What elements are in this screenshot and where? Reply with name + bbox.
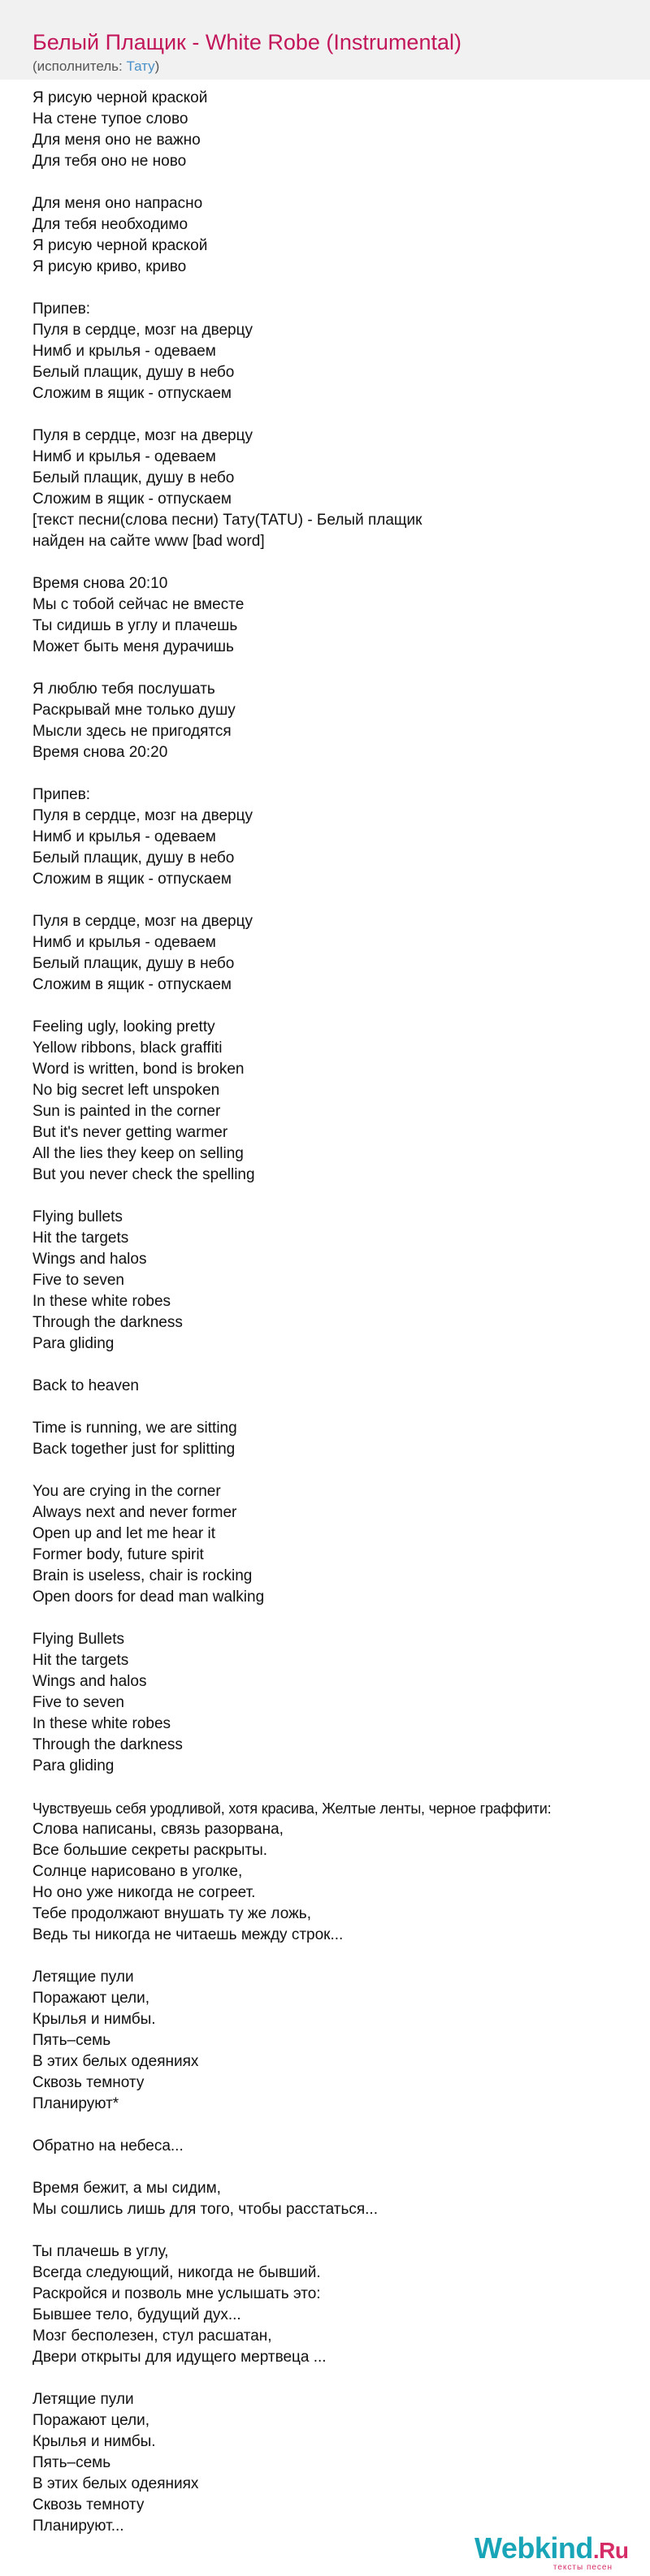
lyric-line: Нимб и крылья - одеваем (32, 343, 216, 360)
lyric-line: Бывшее тело, будущий дух... (32, 2306, 241, 2323)
lyric-line: Brain is useless, chair is rocking (32, 1567, 253, 1584)
lyric-blank-line (32, 278, 634, 299)
lyric-blank-line (32, 1460, 634, 1481)
lyric-line: Припев: (32, 786, 91, 803)
lyric-line: Я рисую черной краской (32, 237, 208, 254)
lyric-line: Белый плащик, душу в небо (32, 469, 235, 486)
lyric-line: Flying bullets (32, 1208, 123, 1225)
lyric-line: In these white robes (32, 1293, 171, 1310)
lyric-blank-line (32, 1186, 634, 1207)
lyric-line: Ты плачешь в углу, (32, 2243, 169, 2260)
lyric-blank-line (32, 552, 634, 573)
artist-line (32, 58, 159, 75)
lyric-line: Я рисую криво, криво (32, 258, 187, 275)
logo-subtitle: тексты песен (552, 2563, 613, 2572)
lyric-line: Hit the targets (32, 1230, 129, 1247)
lyric-line: Крылья и нимбы. (32, 2433, 156, 2450)
lyric-line: Но оно уже никогда не согреет. (32, 1884, 256, 1901)
lyric-line: Sun is painted in the corner (32, 1103, 221, 1120)
lyric-line: Припев: (32, 300, 91, 318)
lyric-blank-line (32, 763, 634, 784)
lyric-line: Летящие пули (32, 1969, 134, 1986)
lyric-line: найден на сайте www [bad word] (32, 533, 265, 550)
lyric-line: Для меня оно напрасно (32, 195, 203, 212)
lyric-line: Flying Bullets (32, 1631, 124, 1648)
lyric-line: Yellow ribbons, black graffiti (32, 1039, 223, 1057)
lyric-line: Time is running, we are sitting (32, 1420, 237, 1437)
lyric-line: Для тебя необходимо (32, 216, 188, 233)
lyric-line: Время бежит, а мы сидим, (32, 2180, 221, 2197)
lyric-line: Сквозь темноту (32, 2074, 145, 2091)
lyric-line: Я рисую черной краской (32, 89, 208, 106)
lyric-line: Through the darkness (32, 1736, 183, 1753)
lyric-line: Раскрывай мне только душу (32, 702, 236, 719)
lyric-line: Все большие секреты раскрыты. (32, 1842, 268, 1859)
lyric-line: Open doors for dead man walking (32, 1588, 265, 1606)
lyric-line: Всегда следующий, никогда не бывший. (32, 2264, 321, 2281)
lyric-line: Wings and halos (32, 1673, 147, 1690)
lyric-line: Пуля в сердце, мозг на дверцу (32, 913, 254, 930)
lyric-line: Планируют* (32, 2095, 119, 2112)
webkind-logo[interactable] (474, 2532, 637, 2570)
lyric-line: Обратно на небеса... (32, 2137, 184, 2155)
lyric-line: Para gliding (32, 1335, 115, 1352)
lyric-line: Белый плащик, душу в небо (32, 849, 235, 867)
lyric-line: Пять–семь (32, 2454, 111, 2471)
lyric-blank-line (32, 2220, 634, 2241)
lyric-line: Нимб и крылья - одеваем (32, 448, 216, 465)
lyric-line: Чувствуешь себя уродливой, хотя красива, Желтые ленты, черное граффити: (32, 1800, 552, 1817)
lyric-line: Пуля в сердце, мозг на дверцу (32, 322, 254, 339)
lyric-blank-line (32, 890, 634, 911)
lyric-line: Слова написаны, связь разорвана, (32, 1821, 284, 1838)
lyric-line: Двери открыты для идущего мертвеца ... (32, 2349, 327, 2366)
lyric-line: Word is written, bond is broken (32, 1061, 245, 1078)
lyric-line: Пуля в сердце, мозг на дверцу (32, 807, 254, 824)
lyric-line: Five to seven (32, 1694, 124, 1711)
lyric-blank-line (32, 1608, 634, 1629)
lyric-line: Ведь ты никогда не читаешь между строк... (32, 1926, 344, 1943)
lyric-line: Летящие пули (32, 2391, 134, 2408)
lyric-line: Feeling ugly, looking pretty (32, 1018, 215, 1035)
lyric-line: Может быть меня дурачишь (32, 638, 234, 655)
lyric-blank-line (32, 172, 634, 193)
lyric-line: Through the darkness (32, 1314, 183, 1331)
lyric-line: Hit the targets (32, 1652, 129, 1669)
lyric-line: Нимб и крылья - одеваем (32, 828, 216, 845)
lyric-blank-line (32, 404, 634, 426)
lyric-line: Мозг бесполезен, стул расшатан, (32, 2327, 272, 2345)
lyric-line: Para gliding (32, 1757, 115, 1774)
lyric-line: В этих белых одеяниях (32, 2475, 199, 2492)
lyric-line: Ты сидишь в углу и плачешь (32, 617, 238, 634)
lyric-line: Белый плащик, душу в небо (32, 955, 235, 972)
lyric-blank-line (32, 2115, 634, 2136)
lyric-line: Раскройся и позволь мне услышать это: (32, 2285, 321, 2302)
lyric-line: No big secret left unspoken (32, 1082, 220, 1099)
lyric-line: Мы сошлись лишь для того, чтобы расстаться... (32, 2201, 378, 2218)
lyric-line: Сквозь темноту (32, 2496, 145, 2513)
lyric-line: All the lies they keep on selling (32, 1145, 244, 1162)
logo-text (474, 2532, 628, 2567)
lyric-line: Для меня оно не важно (32, 132, 201, 149)
lyric-blank-line (32, 2157, 634, 2178)
song-title: Белый Плащик - White Robe (Instrumental) (32, 30, 462, 54)
lyric-line: Солнце нарисовано в уголке, (32, 1863, 243, 1880)
lyric-line: Крылья и нимбы. (32, 2011, 156, 2028)
lyric-line: В этих белых одеяниях (32, 2053, 199, 2070)
lyric-line: Поражают цели, (32, 1990, 150, 2007)
lyric-line: Тебе продолжают внушать ту же ложь, (32, 1905, 311, 1922)
lyric-line: Сложим в ящик - отпускаем (32, 976, 232, 993)
artist-link[interactable]: Тату (126, 58, 155, 74)
lyric-line: Я люблю тебя послушать (32, 681, 215, 698)
lyrics-body (32, 88, 634, 2537)
lyric-line: Время снова 20:20 (32, 744, 168, 761)
lyric-blank-line (32, 996, 634, 1017)
lyric-line: But you never check the spelling (32, 1166, 255, 1183)
lyric-line: Back together just for splitting (32, 1441, 236, 1458)
lyric-line: Для тебя оно не ново (32, 153, 187, 170)
lyric-line: Always next and never former (32, 1504, 237, 1521)
lyric-line: You are crying in the corner (32, 1483, 221, 1500)
logo-suffix: .Ru (592, 2538, 629, 2563)
lyric-blank-line (32, 658, 634, 679)
lyric-line: In these white robes (32, 1715, 171, 1732)
lyric-line: Сложим в ящик - отпускаем (32, 871, 232, 888)
lyric-line: Сложим в ящик - отпускаем (32, 385, 232, 402)
lyric-blank-line (32, 1355, 634, 1376)
lyric-line: [текст песни(слова песни) Тату(TATU) - Белый плащик (32, 512, 422, 529)
lyric-blank-line (32, 1946, 634, 1967)
lyric-blank-line (32, 1777, 634, 1798)
lyric-line: Пять–семь (32, 2032, 111, 2049)
lyric-line: Back to heaven (32, 1377, 139, 1394)
artist-suffix: ) (154, 58, 160, 74)
artist-prefix: (исполнитель: (32, 58, 127, 74)
lyric-line: Нимб и крылья - одеваем (32, 934, 216, 951)
page-header (0, 0, 650, 80)
lyric-line: Пуля в сердце, мозг на дверцу (32, 427, 254, 444)
lyric-line: На стене тупое слово (32, 110, 188, 128)
lyric-line: Former body, future spirit (32, 1546, 204, 1563)
lyric-line: Мы с тобой сейчас не вместе (32, 596, 245, 613)
lyric-line: Мысли здесь не пригодятся (32, 723, 232, 740)
lyric-line: Wings and halos (32, 1251, 147, 1268)
lyric-line: But it's never getting warmer (32, 1124, 228, 1141)
lyric-line: Время снова 20:10 (32, 575, 168, 592)
lyric-blank-line (32, 2368, 634, 2389)
lyric-line: Five to seven (32, 1272, 124, 1289)
lyric-line: Планируют... (32, 2518, 124, 2535)
lyric-line: Open up and let me hear it (32, 1525, 215, 1542)
lyric-line: Белый плащик, душу в небо (32, 364, 235, 381)
lyric-blank-line (32, 1397, 634, 1418)
lyric-line: Поражают цели, (32, 2412, 150, 2429)
logo-main: Webkind (474, 2531, 593, 2565)
lyric-line: Сложим в ящик - отпускаем (32, 491, 232, 508)
